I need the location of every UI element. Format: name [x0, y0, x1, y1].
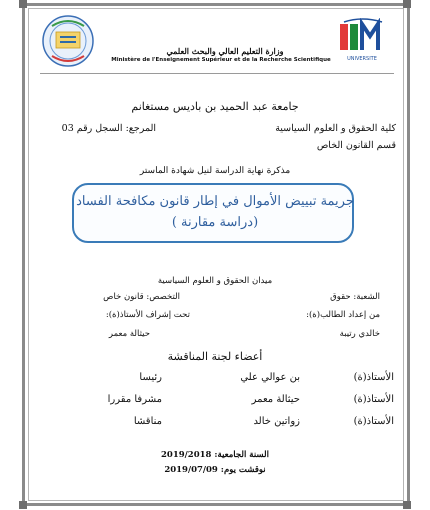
corner-ornament [19, 0, 27, 8]
corner-ornament [403, 501, 411, 509]
committee-row [40, 416, 394, 436]
faculty-name: كلية الحقوق و العلوم السياسية [275, 123, 396, 134]
member-title: الأستاذ(ة) [353, 416, 394, 427]
university-logo-text: UNIVERSITE [347, 56, 377, 62]
member-role: مشرفا مقررا [107, 394, 162, 405]
supervisor-label: تحت إشراف الأستاذ(ة): [105, 310, 190, 320]
corner-ornament [403, 0, 411, 8]
member-name: بن عوالي علي [240, 372, 300, 383]
faculty-emblem-icon [38, 12, 98, 70]
header-separator [40, 73, 394, 74]
memo-type: مذكرة نهاية الدراسة لنيل شهادة الماستر [139, 166, 291, 176]
committee-row [40, 394, 394, 414]
thesis-subtitle: (دراسة مقارنة ) [171, 215, 259, 230]
member-title: الأستاذ(ة) [353, 394, 394, 405]
member-role: رئيسا [139, 372, 162, 383]
committee-heading: أعضاء لجنة المناقشة [167, 350, 263, 363]
faculty-logo [38, 12, 98, 70]
specialty: التخصص: قانون خاص [103, 292, 180, 302]
field-of-study: ميدان الحقوق و العلوم السياسية [157, 276, 273, 286]
ministry-name-french: Ministère de l'Enseignement Supérieur et de la Recherche Scientifique [111, 57, 331, 63]
discussion-date: نوقشت يوم: 2019/07/09 [164, 465, 266, 475]
department-name: قسم القانون الخاص [316, 140, 396, 151]
student-name: خالدي رتيبة [339, 329, 380, 339]
member-name: زواتين خالد [253, 416, 300, 427]
branch: الشعبة: حقوق [330, 292, 380, 302]
academic-year: السنة الجامعية: 2019/2018 [161, 450, 269, 460]
committee-table [40, 372, 394, 438]
supervisor-name: حيثالة معمر [108, 329, 150, 339]
reference-number: المرجع: السجل رقم 03 [61, 123, 156, 134]
thesis-title-box [72, 183, 354, 243]
corner-ornament [19, 501, 27, 509]
ministry-name-arabic: وزارة التعليم العالي والبحث العلمي [166, 46, 284, 56]
university-logo [336, 18, 388, 62]
prepared-by-label: من إعداد الطالب(ة): [306, 310, 380, 320]
member-title: الأستاذ(ة) [353, 372, 394, 383]
university-name: جامعة عبد الحميد بن باديس مستغانم [131, 100, 299, 113]
university-emblem-icon [336, 18, 388, 58]
member-name: حيثالة معمر [251, 394, 300, 405]
thesis-title: جريمة تبييض الأموال في إطار قانون مكافحة الفساد [76, 194, 354, 209]
committee-row [40, 372, 394, 392]
member-role: مناقشا [133, 416, 162, 427]
